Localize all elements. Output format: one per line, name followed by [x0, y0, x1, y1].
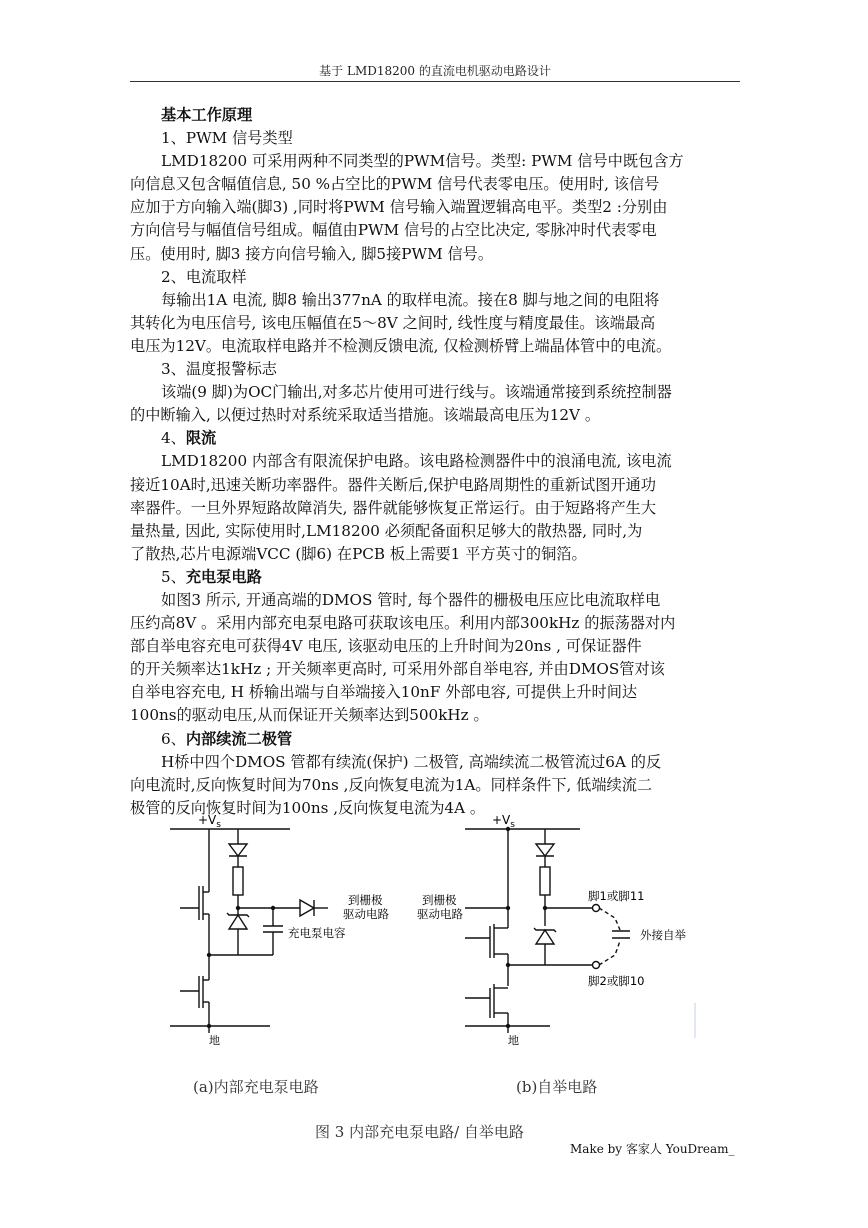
- left-gate-label-2: 驱动电路: [343, 907, 389, 921]
- section-1-line: 方向信号与幅值信号组成。幅值由PWM 信号的占空比决定, 零脉冲时代表零电: [130, 221, 657, 240]
- section-5-line: 自举电容充电, H 桥输出端与自举端接入10nF 外部电容, 可提供上升时间达: [130, 683, 638, 702]
- section-5-line: 100ns的驱动电压,从而保证开关频率达到500kHz 。: [130, 706, 489, 725]
- section-3-line: 该端(9 脚)为OC门输出,对多芯片使用可进行线与。该端通常接到系统控制器: [161, 383, 672, 402]
- section-2-line: 其转化为电压信号, 该电压幅值在5～8V 之间时, 线性度与精度最佳。该端最高: [130, 313, 656, 332]
- section-6-heading: 内部续流二极管: [185, 729, 293, 748]
- right-ground-label: 地: [508, 1034, 519, 1047]
- footer-credit: Make by 客家人 YouDream_: [570, 1142, 735, 1156]
- section-1-line: LMD18200 可采用两种不同类型的PWM信号。类型: PWM 信号中既包含方: [161, 152, 684, 171]
- section-4-number: 4、: [161, 429, 186, 448]
- page-header: 基于 LMD18200 的直流电机驱动电路设计: [319, 64, 551, 78]
- section-4-line: 率器件。一旦外界短路故障消失, 器件就能够恢复正常运行。由于短路将产生大: [130, 498, 657, 517]
- document-body: [130, 104, 740, 820]
- section-6-line: 向电流时,反向恢复时间为70ns ,反向恢复电流为1A。同样条件下, 低端续流二: [130, 775, 653, 794]
- left-ground-label: 地: [209, 1034, 220, 1047]
- right-pin-top-label: 脚1或脚11: [588, 889, 645, 903]
- section-5-line: 如图3 所示, 开通高端的DMOS 管时, 每个器件的栅极电压应比电流取样电: [161, 590, 661, 609]
- section-5-line: 部自举电容充电可获得4V 电压, 该驱动电压的上升时间为20ns , 可保证器件: [130, 637, 642, 656]
- section-3-line: 的中断输入, 以便过热时对系统采取适当措施。该端最高电压为12V 。: [130, 406, 601, 425]
- right-vs-label: $+V_s$: [492, 813, 515, 830]
- figure-sub-a: (a)内部充电泵电路: [193, 1078, 319, 1096]
- section-heading-main: 基本工作原理: [161, 106, 253, 124]
- left-cap-label: 充电泵电容: [288, 926, 346, 940]
- header-rule: [130, 81, 740, 82]
- section-1-title: 1、PWM 信号类型: [161, 129, 293, 148]
- section-2-line: 每输出1A 电流, 脚8 输出377nA 的取样电流。接在8 脚与地之间的电阻将: [161, 290, 660, 309]
- section-5-title: [130, 566, 740, 589]
- right-ext-label: 外接自举: [640, 928, 686, 942]
- section-6-title: [130, 728, 740, 751]
- section-6-line: 极管的反向恢复时间为100ns ,反向恢复电流为4A 。: [130, 798, 486, 817]
- section-5-line: 压约高8V 。采用内部充电泵电路可获取该电压。利用内部300kHz 的振荡器对内: [130, 614, 676, 633]
- section-4-line: 了散热,芯片电源端VCC (脚6) 在PCB 板上需要1 平方英寸的铜箔。: [130, 544, 587, 563]
- section-1-line: 应加于方向输入端(脚3) ,同时将PWM 信号输入端置逻辑高电平。类型2 :分别由: [130, 198, 668, 217]
- left-gate-label-1: 到栅极: [348, 893, 383, 907]
- section-4-line: 接近10A时,迅速关断功率器件。器件关断后,保护电路周期性的重新试图开通功: [130, 475, 656, 494]
- section-5-number: 5、: [161, 567, 186, 586]
- left-vs-label: $+V_s$: [198, 813, 221, 830]
- figure-caption: 图 3 内部充电泵电路/ 自举电路: [315, 1123, 524, 1141]
- right-gate-label-2: 驱动电路: [417, 907, 463, 921]
- right-pin-bottom-label: 脚2或脚10: [588, 974, 645, 988]
- figure-sub-b: (b)自举电路: [516, 1078, 598, 1096]
- right-gate-label-1: 到栅极: [422, 893, 457, 907]
- section-1-line: 向信息又包含幅值信息, 50 %占空比的PWM 信号代表零电压。使用时, 该信号: [130, 175, 660, 194]
- section-2-title: 2、电流取样: [161, 267, 247, 286]
- section-4-title: [130, 427, 740, 450]
- section-5-line: 的开关频率达1kHz ; 开关频率更高时, 可采用外部自举电容, 并由DMOS管对该: [130, 660, 665, 679]
- section-3-title: 3、温度报警标志: [161, 360, 277, 379]
- section-4-line: 量热量, 因此, 实际使用时,LM18200 必须配备面积足够大的散热器, 同时,为: [130, 521, 643, 540]
- section-6-number: 6、: [161, 729, 186, 748]
- section-1-line: 压。使用时, 脚3 接方向信号输入, 脚5接PWM 信号。: [130, 244, 494, 263]
- section-5-heading: 充电泵电路: [185, 567, 262, 586]
- section-2-line: 电压为12V。电流取样电路并不检测反馈电流, 仅检测桥臂上端晶体管中的电流。: [130, 336, 672, 355]
- section-4-line: LMD18200 内部含有限流保护电路。该电路检测器件中的浪涌电流, 该电流: [161, 452, 672, 471]
- section-4-heading: 限流: [185, 429, 217, 448]
- section-6-line: H桥中四个DMOS 管都有续流(保护) 二极管, 高端续流二极管流过6A 的反: [161, 752, 662, 771]
